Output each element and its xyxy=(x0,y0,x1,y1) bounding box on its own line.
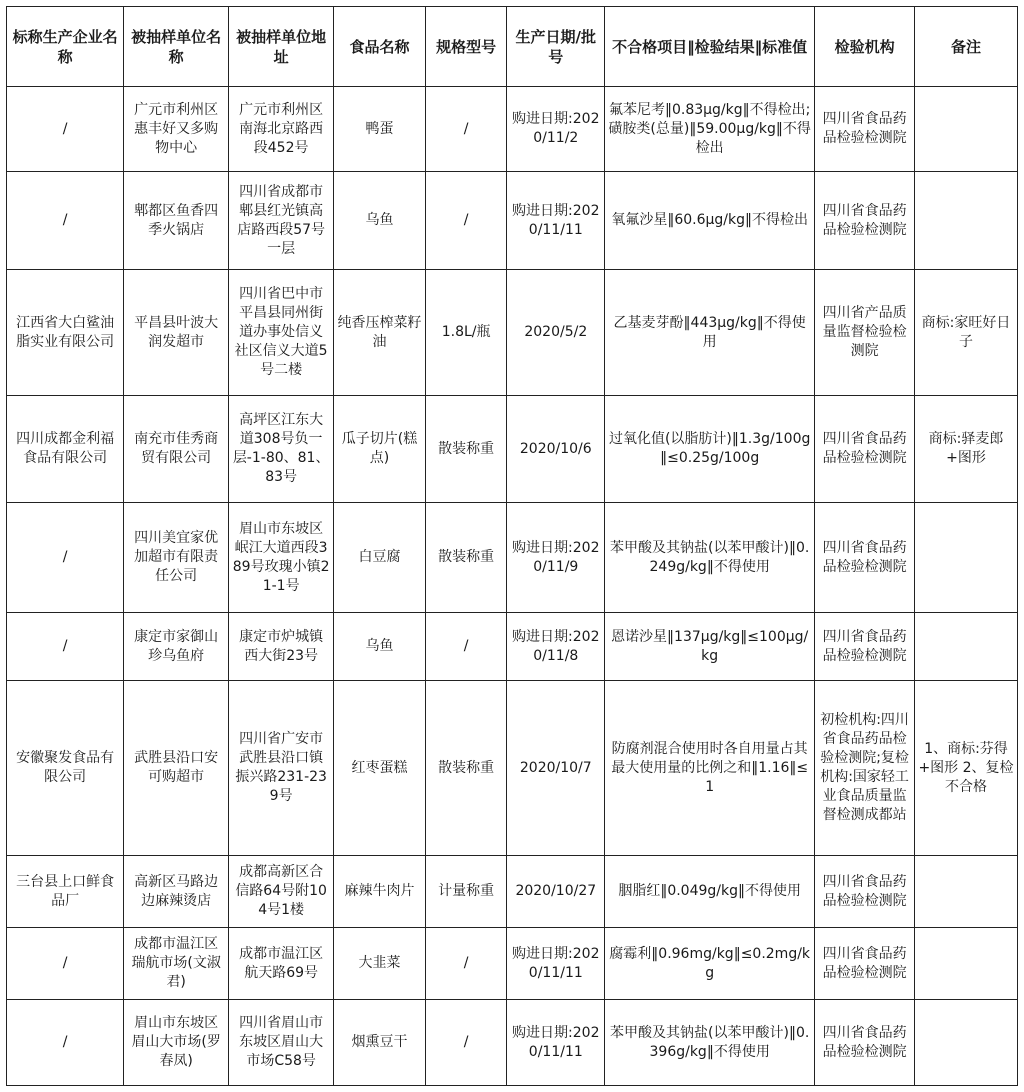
cell-remarks: 1、商标:芬得+图形 2、复检不合格 xyxy=(915,681,1018,856)
cell-manufacturer: 三台县上口鲜食品厂 xyxy=(7,856,124,928)
cell-failed-item: 氧氟沙星‖60.6μg/kg‖不得检出 xyxy=(605,172,815,270)
cell-spec: / xyxy=(425,1000,507,1086)
cell-remarks xyxy=(915,856,1018,928)
cell-manufacturer: 四川成都金利福食品有限公司 xyxy=(7,396,124,503)
cell-sampled-unit: 郫都区鱼香四季火锅店 xyxy=(124,172,229,270)
cell-inspection-agency: 四川省食品药品检验检测院 xyxy=(815,613,915,681)
cell-sampled-unit: 广元市利州区惠丰好又多购物中心 xyxy=(124,87,229,172)
table-row xyxy=(7,856,1018,928)
header-row xyxy=(7,7,1018,87)
cell-spec: 散装称重 xyxy=(425,681,507,856)
cell-sampled-unit: 四川美宜家优加超市有限责任公司 xyxy=(124,503,229,613)
cell-food-name: 乌鱼 xyxy=(334,172,426,270)
cell-spec: / xyxy=(425,172,507,270)
col-header-inspection-agency: 检验机构 xyxy=(815,7,915,87)
cell-manufacturer: 江西省大白鲨油脂实业有限公司 xyxy=(7,270,124,396)
col-header-spec: 规格型号 xyxy=(425,7,507,87)
table-row xyxy=(7,87,1018,172)
cell-inspection-agency: 初检机构:四川省食品药品检验检测院;复检机构:国家轻工业食品质量监督检测成都站 xyxy=(815,681,915,856)
cell-spec: 散装称重 xyxy=(425,503,507,613)
cell-inspection-agency: 四川省食品药品检验检测院 xyxy=(815,87,915,172)
cell-food-name: 鸭蛋 xyxy=(334,87,426,172)
cell-spec: 散装称重 xyxy=(425,396,507,503)
col-header-sampled-unit: 被抽样单位名称 xyxy=(124,7,229,87)
cell-remarks xyxy=(915,928,1018,1000)
cell-production-date: 购进日期:2020/11/11 xyxy=(507,172,605,270)
cell-failed-item: 胭脂红‖0.049g/kg‖不得使用 xyxy=(605,856,815,928)
cell-remarks xyxy=(915,1000,1018,1086)
cell-failed-item: 防腐剂混合使用时各自用量占其最大使用量的比例之和‖1.16‖≤1 xyxy=(605,681,815,856)
cell-manufacturer: / xyxy=(7,613,124,681)
cell-remarks: 商标:驿麦郎+图形 xyxy=(915,396,1018,503)
cell-food-name: 白豆腐 xyxy=(334,503,426,613)
cell-remarks: 商标:家旺好日子 xyxy=(915,270,1018,396)
cell-sampled-unit: 高新区马路边边麻辣烫店 xyxy=(124,856,229,928)
cell-food-name: 红枣蛋糕 xyxy=(334,681,426,856)
col-header-failed-item: 不合格项目‖检验结果‖标准值 xyxy=(605,7,815,87)
cell-sampled-unit: 康定市家御山珍乌鱼府 xyxy=(124,613,229,681)
cell-failed-item: 腐霉利‖0.96mg/kg‖≤0.2mg/kg xyxy=(605,928,815,1000)
cell-failed-item: 过氧化值(以脂肪计)‖1.3g/100g‖≤0.25g/100g xyxy=(605,396,815,503)
cell-manufacturer: 安徽聚发食品有限公司 xyxy=(7,681,124,856)
cell-failed-item: 恩诺沙星‖137μg/kg‖≤100μg/kg xyxy=(605,613,815,681)
cell-failed-item: 苯甲酸及其钠盐(以苯甲酸计)‖0.396g/kg‖不得使用 xyxy=(605,1000,815,1086)
cell-production-date: 购进日期:2020/11/11 xyxy=(507,1000,605,1086)
cell-manufacturer: / xyxy=(7,172,124,270)
cell-inspection-agency: 四川省食品药品检验检测院 xyxy=(815,396,915,503)
cell-sampled-address: 广元市利州区南海北京路西段452号 xyxy=(229,87,334,172)
cell-remarks xyxy=(915,87,1018,172)
cell-manufacturer: / xyxy=(7,87,124,172)
cell-inspection-agency: 四川省食品药品检验检测院 xyxy=(815,172,915,270)
cell-manufacturer: / xyxy=(7,503,124,613)
cell-sampled-unit: 平昌县叶波大润发超市 xyxy=(124,270,229,396)
cell-sampled-address: 四川省成都市郫县红光镇高店路西段57号一层 xyxy=(229,172,334,270)
cell-failed-item: 苯甲酸及其钠盐(以苯甲酸计)‖0.249g/kg‖不得使用 xyxy=(605,503,815,613)
cell-sampled-unit: 南充市佳秀商贸有限公司 xyxy=(124,396,229,503)
cell-sampled-address: 高坪区江东大道308号负一层-1-80、81、83号 xyxy=(229,396,334,503)
cell-food-name: 麻辣牛肉片 xyxy=(334,856,426,928)
cell-sampled-address: 成都高新区合信路64号附104号1楼 xyxy=(229,856,334,928)
cell-production-date: 购进日期:2020/11/9 xyxy=(507,503,605,613)
cell-sampled-address: 成都市温江区航天路69号 xyxy=(229,928,334,1000)
cell-production-date: 2020/10/7 xyxy=(507,681,605,856)
table-row xyxy=(7,681,1018,856)
cell-spec: / xyxy=(425,613,507,681)
cell-sampled-address: 四川省巴中市平昌县同州街道办事处信义社区信义大道5号二楼 xyxy=(229,270,334,396)
cell-sampled-address: 四川省眉山市东坡区眉山大市场C58号 xyxy=(229,1000,334,1086)
cell-spec: / xyxy=(425,87,507,172)
col-header-food-name: 食品名称 xyxy=(334,7,426,87)
cell-production-date: 2020/10/27 xyxy=(507,856,605,928)
cell-failed-item: 乙基麦芽酚‖443μg/kg‖不得使用 xyxy=(605,270,815,396)
table-row xyxy=(7,613,1018,681)
cell-production-date: 购进日期:2020/11/11 xyxy=(507,928,605,1000)
cell-food-name: 乌鱼 xyxy=(334,613,426,681)
cell-sampled-unit: 眉山市东坡区眉山大市场(罗春凤) xyxy=(124,1000,229,1086)
col-header-manufacturer: 标称生产企业名称 xyxy=(7,7,124,87)
cell-spec: / xyxy=(425,928,507,1000)
cell-failed-item: 氟苯尼考‖0.83μg/kg‖不得检出;磺胺类(总量)‖59.00μg/kg‖不得检出 xyxy=(605,87,815,172)
cell-inspection-agency: 四川省食品药品检验检测院 xyxy=(815,856,915,928)
cell-manufacturer: / xyxy=(7,1000,124,1086)
table-row xyxy=(7,172,1018,270)
cell-sampled-address: 四川省广安市武胜县沿口镇振兴路231-239号 xyxy=(229,681,334,856)
cell-inspection-agency: 四川省食品药品检验检测院 xyxy=(815,928,915,1000)
cell-inspection-agency: 四川省食品药品检验检测院 xyxy=(815,1000,915,1086)
table-row xyxy=(7,1000,1018,1086)
cell-inspection-agency: 四川省食品药品检验检测院 xyxy=(815,503,915,613)
col-header-production-date: 生产日期/批号 xyxy=(507,7,605,87)
col-header-sampled-address: 被抽样单位地址 xyxy=(229,7,334,87)
table-row xyxy=(7,396,1018,503)
col-header-remarks: 备注 xyxy=(915,7,1018,87)
inspection-results-table xyxy=(6,6,1018,1086)
cell-remarks xyxy=(915,613,1018,681)
cell-sampled-unit: 成都市温江区瑞航市场(文淑君) xyxy=(124,928,229,1000)
cell-sampled-address: 康定市炉城镇西大街23号 xyxy=(229,613,334,681)
cell-food-name: 纯香压榨菜籽油 xyxy=(334,270,426,396)
cell-food-name: 瓜子切片(糕点) xyxy=(334,396,426,503)
cell-remarks xyxy=(915,503,1018,613)
cell-inspection-agency: 四川省产品质量监督检验检测院 xyxy=(815,270,915,396)
cell-spec: 1.8L/瓶 xyxy=(425,270,507,396)
table-row xyxy=(7,503,1018,613)
cell-production-date: 购进日期:2020/11/2 xyxy=(507,87,605,172)
cell-food-name: 大韭菜 xyxy=(334,928,426,1000)
cell-sampled-unit: 武胜县沿口安可购超市 xyxy=(124,681,229,856)
cell-spec: 计量称重 xyxy=(425,856,507,928)
table-row xyxy=(7,270,1018,396)
cell-remarks xyxy=(915,172,1018,270)
cell-production-date: 2020/10/6 xyxy=(507,396,605,503)
cell-sampled-address: 眉山市东坡区岷江大道西段389号玫瑰小镇21-1号 xyxy=(229,503,334,613)
cell-production-date: 2020/5/2 xyxy=(507,270,605,396)
cell-manufacturer: / xyxy=(7,928,124,1000)
table-row xyxy=(7,928,1018,1000)
cell-food-name: 烟熏豆干 xyxy=(334,1000,426,1086)
cell-production-date: 购进日期:2020/11/8 xyxy=(507,613,605,681)
